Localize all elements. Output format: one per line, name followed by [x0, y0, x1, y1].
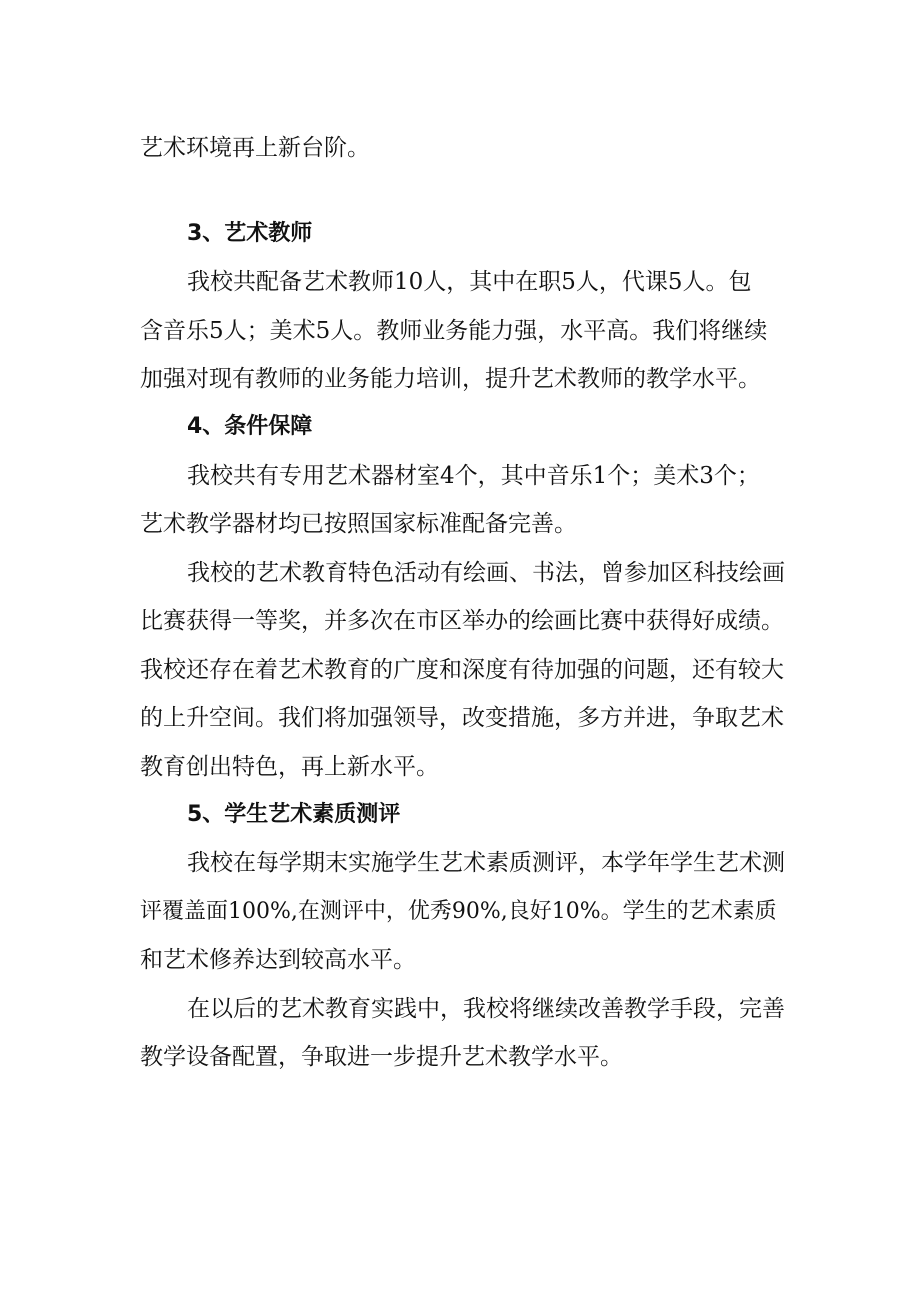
paragraph-line: 教学设备配置，争取进一步提升艺术教学水平。 [140, 1044, 623, 1070]
paragraph-line: 我校共有专用艺术器材室4个，其中音乐1个；美术3个； [187, 463, 760, 489]
paragraph-line: 艺术教学器材均已按照国家标准配备完善。 [140, 511, 577, 537]
paragraph-line: 评覆盖面100%,在测评中，优秀90%,良好10%。学生的艺术素质 [140, 899, 777, 924]
paragraph-line: 比赛获得一等奖，并多次在市区举办的绘画比赛中获得好成绩。 [140, 608, 784, 634]
paragraph-line: 在以后的艺术教育实践中，我校将继续改善教学手段，完善 [187, 996, 785, 1022]
paragraph-line: 和艺术修养达到较高水平。 [140, 947, 416, 973]
section-heading-assessment: 5、学生艺术素质测评 [187, 802, 401, 827]
continuation-text: 艺术环境再上新台阶。 [140, 135, 370, 161]
paragraph-line: 含音乐5人；美术5人。教师业务能力强，水平高。我们将继续 [140, 318, 768, 344]
paragraph-line: 教育创出特色，再上新水平。 [140, 754, 439, 780]
section-heading-teachers: 3、艺术教师 [187, 221, 313, 246]
paragraph-line: 我校共配备艺术教师10人，其中在职5人，代课5人。包 [187, 269, 752, 295]
paragraph-line: 我校的艺术教育特色活动有绘画、书法，曾参加区科技绘画 [187, 560, 785, 586]
paragraph-line: 加强对现有教师的业务能力培训，提升艺术教师的教学水平。 [140, 366, 761, 392]
paragraph-line: 我校在每学期末实施学生艺术素质测评，本学年学生艺术测 [187, 850, 785, 876]
paragraph-line: 我校还存在着艺术教育的广度和深度有待加强的问题，还有较大 [140, 657, 784, 683]
paragraph-line: 的上升空间。我们将加强领导，改变措施，多方并进，争取艺术 [140, 705, 784, 731]
section-heading-conditions: 4、条件保障 [187, 414, 313, 439]
